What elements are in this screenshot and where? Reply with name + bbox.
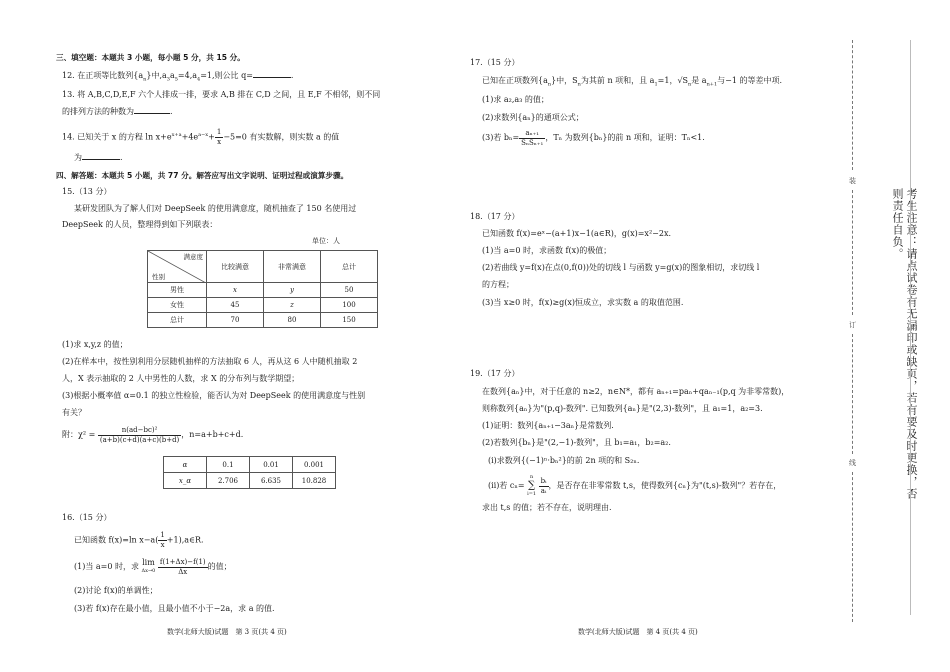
question-15-part1: (1)求 x,y,z 的值；: [62, 340, 128, 349]
table-cell: 150: [321, 313, 378, 328]
contingency-table: [147, 250, 378, 328]
binding-dash-line: [852, 334, 853, 454]
binding-dash-line: [852, 40, 853, 170]
question-19-line2: 则称数列{aₙ}为"(p,q)-数列". 已知数列{aₙ}是"(2,3)-数列"，且 a₁=1，a₂=3.: [482, 404, 763, 413]
table-unit: 单位：人: [312, 237, 340, 245]
diagonal-header-cell: [148, 251, 207, 283]
question-17-part3: (3)若 bₙ= $\frac{\text{aₙ₊₁}}{\text{SₙSₙ₊₁}}$ ，Tₙ 为数列{bₙ}的前 n 项和，证明：Tₙ<1.: [482, 128, 705, 147]
summation-symbol: n ∑ i=1: [527, 474, 537, 497]
binding-mark-zhuang: 装: [849, 177, 856, 185]
question-16-head: 16.（15 分）: [62, 513, 112, 522]
table-cell: x: [207, 283, 264, 298]
question-17-part1: (1)求 a₂,a₃ 的值；: [482, 95, 549, 104]
question-15-line2: DeepSeek 的人员，整理得到如下列联表：: [62, 220, 218, 229]
question-16-part3: (3)若 f(x)存在最小值，且最小值不小于−2a，求 a 的值.: [74, 604, 275, 613]
question-16-line1: 已知函数 f(x)=ln x−a( $\frac{1}{x}$ +1),a∈R.: [74, 531, 204, 549]
binding-mark-xian: 线: [849, 459, 856, 467]
question-13-line2: 的排列方法的种数为 .: [62, 107, 173, 116]
question-17-head: 17.（15 分）: [470, 58, 520, 67]
question-18-part2-line2: 的方程；: [482, 280, 514, 289]
question-19-part1: (1)证明：数列{aₙ₊₁−3aₙ}是常数列.: [482, 421, 614, 430]
critical-value-table: [163, 456, 336, 489]
question-18-part2-line1: (2)若曲线 y=f(x)在点(0,f(0))处的切线 l 与函数 y=g(x)的图象相切，求切线 l: [482, 263, 760, 272]
header-satisfaction: 满意度: [183, 253, 203, 261]
table-cell: 10.828: [293, 473, 336, 489]
question-19-part2-ii-line2: 求出 t,s 的值；若不存在，说明理由.: [482, 503, 612, 512]
question-15-part3-line1: (3)根据小概率值 α=0.1 的独立性检验，能否认为对 DeepSeek 的使用满意度与性别: [62, 391, 366, 400]
table-row: [164, 473, 336, 489]
table-cell: 50: [321, 283, 378, 298]
question-15-part2-line2: 人，X 表示抽取的 2 人中男性的人数，求 X 的分布列与数学期望；: [62, 374, 300, 383]
header-cell: 比较满意: [207, 251, 264, 283]
table-row: [164, 457, 336, 473]
table-cell: y: [264, 283, 321, 298]
question-19-part2-ii: (ⅱ)若 cₙ= n ∑ i=1 $\frac{\text{bᵢ}}{\text{aᵢ}}$ ，是否存在非零常数 t,s，使得数列{cₙ}为"(t,s)-数列"？若存在，: [488, 474, 782, 497]
question-18-part3: (3)当 x≥0 时，f(x)≥g(x)恒成立，求实数 a 的取值范围.: [482, 298, 684, 307]
exam-notice: 考生注意：请点试卷有无漏印或缺页，若有要及时更换，否则责任自负。: [891, 188, 918, 500]
table-cell: 6.635: [250, 473, 293, 489]
table-cell: 2.706: [207, 473, 250, 489]
question-19-line1: 在数列{aₙ}中，对于任意的 n≥2，n∈N*，都有 aₙ₊₁=paₙ+qaₙ₋₁(p,q 为非零常数)，: [482, 387, 790, 396]
question-19-part2-i: (ⅰ)求数列{(−1)ⁿ·bₙ²}的前 2n 项的和 S₂ₙ.: [488, 456, 640, 465]
table-cell: 70: [207, 313, 264, 328]
table-cell: 0.1: [207, 457, 250, 473]
question-15-head: 15.（13 分）: [62, 187, 112, 196]
question-18-line1: 已知函数 f(x)=eˣ−(a+1)x−1(a∈R)，g(x)=x²−2x.: [482, 229, 671, 238]
question-19-part2: (2)若数列{bₙ}是"(2,−1)-数列"，且 b₁=a₁，b₂=a₂.: [482, 438, 671, 447]
question-16-part1: (1)当 a=0 时，求 lim Δx→0 $\frac{f(1+\Delta x)-f(1)}{\Delta x}$ 的值；: [74, 557, 232, 576]
question-14-line1: 14. 已知关于 x 的方程 $\ln x+e^{x+a}+4e^{a-x}+$ $\frac{1}{x}$ −5=0 有实数解，则实数 a 的值: [62, 128, 340, 146]
table-cell: 45: [207, 298, 264, 313]
question-18-head: 18.（17 分）: [470, 212, 520, 221]
binding-dash-line: [852, 190, 853, 315]
question-16-part2: (2)讨论 f(x)的单调性；: [74, 586, 158, 595]
table-cell: 男性: [148, 283, 207, 298]
question-17-part2: (2)求数列{aₙ}的通项公式；: [482, 113, 584, 122]
table-cell: z: [264, 298, 321, 313]
table-row: [148, 298, 378, 313]
table-row: [148, 313, 378, 328]
question-12: 12. 在正项等比数列$\{a_n\}$中$,a_3a_5=4,a_4=1$,则公比 q= .: [62, 71, 294, 83]
header-gender: 性别: [152, 273, 165, 281]
question-15-part2-line1: (2)在样本中，按性别利用分层随机抽样的方法抽取 6 人，再从这 6 人中随机抽取 2: [62, 357, 358, 366]
table-cell: 100: [321, 298, 378, 313]
table-cell: 0.001: [293, 457, 336, 473]
page-edge-line: [910, 40, 911, 615]
question-15-part3-line2: 有关？: [62, 408, 86, 417]
question-13-line1: 13. 将 A,B,C,D,E,F 六个人排成一排，要求 A,B 排在 C,D 之间，且 E,F 不相邻，则不同: [62, 90, 381, 99]
question-18-part1: (1)当 a=0 时，求函数 f(x)的极值；: [482, 246, 612, 255]
chi-square-formula: 附：χ² = $\frac{\text{n(ad−bc)²}}{(a+b)(c+d)(a+c)(b+d)}$ ，n=a+b+c+d.: [62, 425, 244, 444]
table-cell: α: [164, 457, 207, 473]
section-4-title: 四、解答题：本题共 5 小题，共 77 分。解答应写出文字说明、证明过程或演算步骤。: [56, 171, 349, 180]
question-14-line2: 为 .: [74, 153, 123, 162]
binding-mark-ding: 订: [849, 321, 856, 329]
question-15-line1: 某研发团队为了解人们对 DeepSeek 的使用满意度，随机抽查了 150 名使用过: [74, 204, 357, 213]
left-page-footer: 数学(北师大版)试题 第 3 页(共 4 页): [167, 628, 287, 636]
header-cell: 非常满意: [264, 251, 321, 283]
table-cell: 0.01: [250, 457, 293, 473]
table-cell: 80: [264, 313, 321, 328]
table-row: [148, 283, 378, 298]
question-17-line1: 已知在正项数列$\{a_n\}$中，$S_n$为其前 n 项和，且 $a_1=1$，$√S_n$是 $a_{n+1}$与−1 的等差中项.: [482, 76, 783, 88]
table-cell: 总计: [148, 313, 207, 328]
header-cell: 总计: [321, 251, 378, 283]
table-cell: x_α: [164, 473, 207, 489]
question-19-head: 19.（17 分）: [470, 369, 520, 378]
table-cell: 女性: [148, 298, 207, 313]
binding-dash-line: [852, 472, 853, 622]
right-page-footer: 数学(北师大版)试题 第 4 页(共 4 页): [578, 628, 698, 636]
section-3-title: 三、填空题：本题共 3 小题，每小题 5 分，共 15 分。: [56, 53, 245, 62]
